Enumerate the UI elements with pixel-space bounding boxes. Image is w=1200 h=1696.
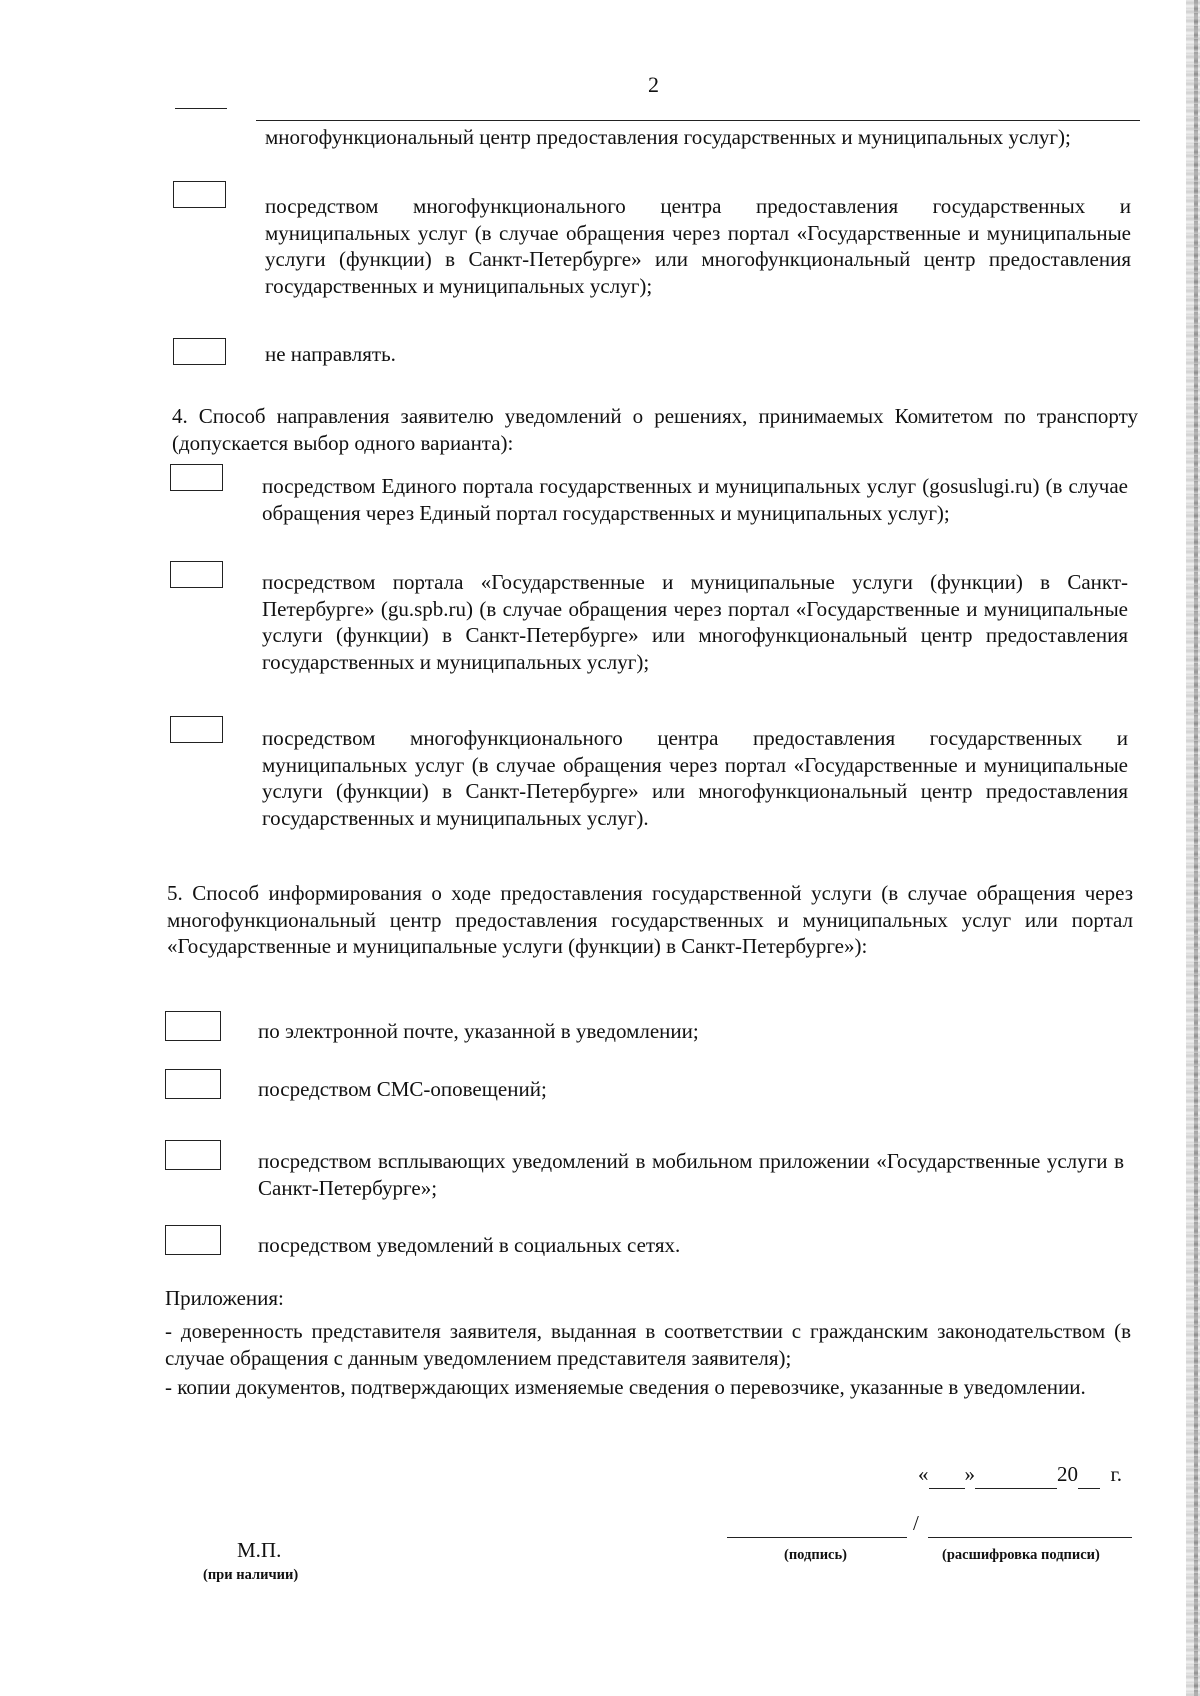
checkbox-s4-mfc[interactable]: [170, 716, 223, 743]
option-s3-mfc: посредством многофункционального центра предоставления государственных и муниципальных услуг (в случае обращения через портал «Государственные и муниципальные услуги (функции) в Санкт-Петербурге» или многофункциональный центр предоставления государственных и муниципальных услуг);: [265, 194, 1131, 298]
top-rule-long: [256, 120, 1140, 121]
checkbox-s4-gu-spb[interactable]: [170, 561, 223, 588]
option-s5-sms: посредством СМС-оповещений;: [258, 1077, 547, 1101]
attachment-item-power-of-attorney: - доверенность представителя заявителя, выданная в соответствии с гражданским законодательством (в случае обращения с данным уведомлением представителя заявителя);: [165, 1319, 1131, 1370]
section3-continuation: многофункциональный центр предоставления государственных и муниципальных услуг);: [265, 125, 1071, 149]
date-close-quote: »: [964, 1462, 975, 1486]
checkbox-s4-gosuslugi[interactable]: [170, 464, 223, 491]
page-number: 2: [648, 72, 659, 97]
option-s3-none: не направлять.: [265, 342, 396, 366]
signature-separator: /: [913, 1511, 919, 1535]
checkbox-s5-email[interactable]: [165, 1011, 221, 1041]
stamp-note: (при наличии): [203, 1567, 299, 1583]
option-s5-social: посредством уведомлений в социальных сетях.: [258, 1233, 681, 1257]
date-day-field[interactable]: [929, 1461, 965, 1489]
signature-caption: (подпись): [784, 1547, 847, 1563]
section5-heading: 5. Способ информирования о ходе предоставления государственной услуги (в случае обращения через многофункциональный центр предоставления государственных и муниципальных услуг или портал «Государственные и муниципальные услуги (функции) в Санкт-Петербурге»):: [167, 881, 1133, 958]
checkbox-s3-none[interactable]: [173, 338, 226, 365]
date-year-suffix: г.: [1110, 1462, 1122, 1486]
stamp-label: М.П.: [237, 1538, 282, 1562]
signature-decoding-field[interactable]: [928, 1537, 1132, 1538]
date-line: [918, 1461, 1138, 1489]
checkbox-s5-social[interactable]: [165, 1225, 221, 1255]
checkbox-s5-sms[interactable]: [165, 1069, 221, 1099]
option-s5-push: посредством всплывающих уведомлений в мобильном приложении «Государственные услуги в Санкт-Петербурге»;: [258, 1149, 1124, 1200]
date-month-field[interactable]: [975, 1461, 1057, 1489]
signature-decoding-caption: (расшифровка подписи): [942, 1547, 1100, 1563]
checkbox-s5-push[interactable]: [165, 1140, 221, 1170]
option-s5-email: по электронной почте, указанной в уведомлении;: [258, 1019, 699, 1043]
section4-heading: 4. Способ направления заявителю уведомлений о решениях, принимаемых Комитетом по транспорту (допускается выбор одного варианта):: [172, 404, 1138, 455]
option-s4-mfc: посредством многофункционального центра предоставления государственных и муниципальных услуг (в случае обращения через портал «Государственные и муниципальные услуги (функции) в Санкт-Петербурге» или многофункциональный центр предоставления государственных и муниципальных услуг).: [262, 726, 1128, 830]
scan-edge-artifact: [1186, 0, 1200, 1696]
date-year-prefix: 20: [1057, 1462, 1078, 1486]
top-rule-short: [175, 108, 227, 109]
option-s4-gosuslugi: посредством Единого портала государственных и муниципальных услуг (gosuslugi.ru) (в случае обращения через Единый портал государственных и муниципальных услуг);: [262, 474, 1128, 525]
attachment-item-document-copies: - копии документов, подтверждающих изменяемые сведения о перевозчике, указанные в уведомлении.: [165, 1375, 1086, 1399]
checkbox-s3-mfc[interactable]: [173, 181, 226, 208]
option-s4-gu-spb: посредством портала «Государственные и муниципальные услуги (функции) в Санкт-Петербурге» (gu.spb.ru) (в случае обращения через портал «Государственные и муниципальные услуги (функции) в Санкт-Петербурге» или многофункциональный центр предоставления государственных и муниципальных услуг);: [262, 570, 1128, 674]
attachments-title: Приложения:: [165, 1286, 284, 1310]
date-open-quote: «: [918, 1462, 929, 1486]
signature-field[interactable]: [727, 1537, 907, 1538]
date-year-field[interactable]: [1078, 1461, 1100, 1489]
